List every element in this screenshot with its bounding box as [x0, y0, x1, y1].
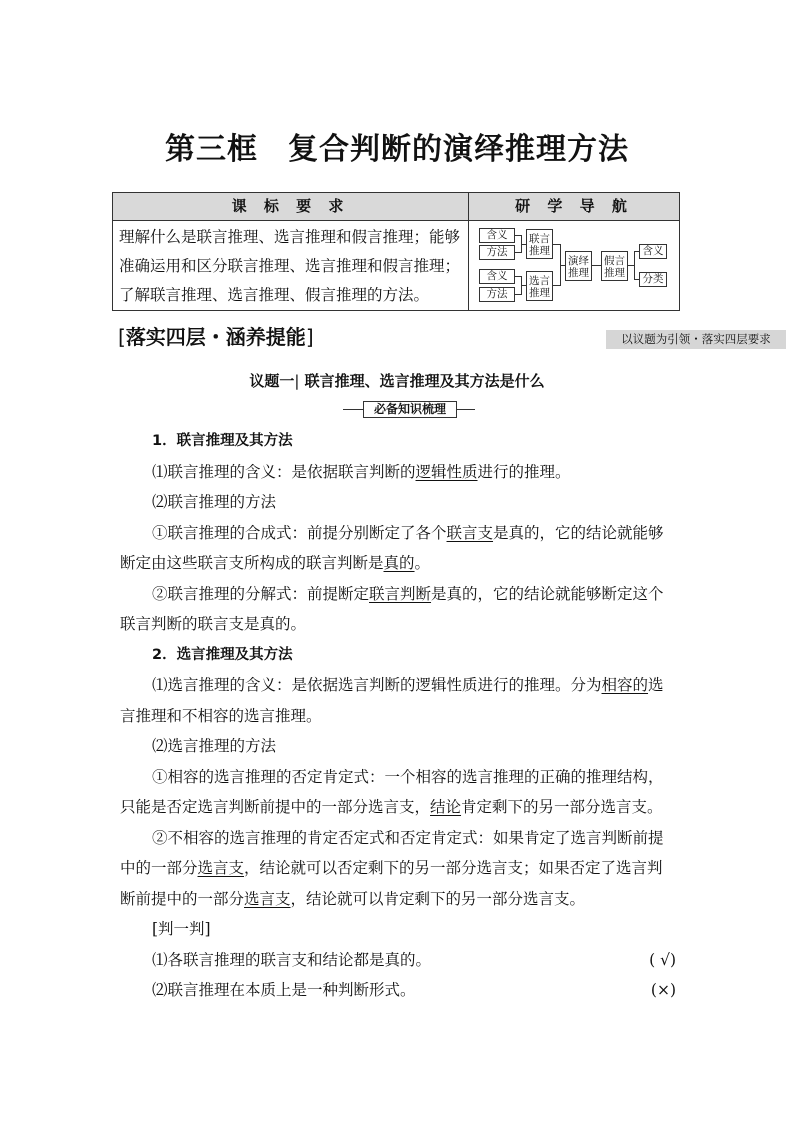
nav-box-disjunctive: 选言推理 [526, 271, 553, 301]
heading-2: 2．选言推理及其方法 [152, 646, 293, 663]
main-content [120, 426, 676, 1006]
topic-title: 联言推理、选言推理及其方法是什么 [304, 372, 545, 390]
topic-heading: 议题一| 联言推理、选言推理及其方法是什么 [249, 372, 545, 390]
judge-mark-1: ( √) [649, 950, 676, 969]
header-requirements: 课 标 要 求 [113, 193, 469, 221]
nav-box-hypothetical: 假言推理 [601, 251, 628, 281]
section-title: 落实四层・涵养提能 [125, 325, 306, 349]
paragraph: ①联言推理的合成式：前提分别断定了各个联言支是真的，它的结论就能够断定由这些联言支所构成的联言判断是真的。 [120, 523, 664, 572]
requirements-table [112, 192, 680, 311]
section-heading: [落实四层・涵养提能] [118, 325, 314, 349]
paragraph: ②不相容的选言推理的肯定否定式和否定肯定式：如果肯定了选言判断前提中的一部分选言支，结论就可以否定剩下的另一部分选言支；如果否定了选言判断前提中的一部分选言支，结论就可以肯定剩下的另一部分选言支。 [120, 828, 664, 908]
paragraph: ①相容的选言推理的否定肯定式：一个相容的选言推理的正确的推理结构，只能是否定选言判断前提中的一部分选言支，结论肯定剩下的另一部分选言支。 [120, 767, 664, 816]
heading-1: 1．联言推理及其方法 [152, 433, 293, 449]
paragraph: ⑴选言推理的含义：是依据选言判断的逻辑性质进行的推理。分为相容的选言推理和不相容的选言推理。 [120, 676, 664, 725]
requirements-text: 理解什么是联言推理、选言推理和假言推理；能够准确运用和区分联言推理、选言推理和假言推理；了解联言推理、选言推理、假言推理的方法。 [113, 221, 469, 311]
nav-box-method-2: 方法 [479, 287, 515, 302]
nav-box-conjunctive: 联言推理 [526, 229, 553, 259]
header-navigation: 研 学 导 航 [469, 193, 680, 221]
nav-box-deductive: 演绎推理 [565, 251, 592, 281]
paragraph: ②联言推理的分解式：前提断定联言判断是真的，它的结论就能够断定这个联言判断的联言支是真的。 [120, 584, 664, 633]
title-part1: 第三框 [165, 132, 258, 167]
paragraph: ⑴联言推理的含义：是依据联言判断的逻辑性质进行的推理。 [152, 462, 571, 481]
navigation-diagram [469, 221, 680, 311]
page-title [0, 124, 794, 168]
judge-item-1: ⑴各联言推理的联言支和结论都是真的。 ( √) [120, 945, 676, 976]
judge-item-2: ⑵联言推理在本质上是一种判断形式。 (×) [120, 975, 676, 1006]
subheading: ⑵选言推理的方法 [152, 737, 277, 755]
topic-label: 议题一 [249, 372, 295, 390]
judge-mark-2: (×) [650, 981, 676, 999]
banner-label: 必备知识梳理 [363, 401, 457, 418]
nav-box-meaning-1: 含义 [479, 228, 515, 243]
nav-box-method-1: 方法 [479, 245, 515, 260]
subheading: ⑵联言推理的方法 [152, 493, 277, 511]
nav-box-classification: 分类 [639, 272, 667, 287]
nav-box-meaning-2: 含义 [479, 269, 515, 284]
judge-title: [判一判] [152, 920, 211, 938]
nav-box-meaning-3: 含义 [639, 244, 667, 259]
knowledge-banner [343, 401, 475, 418]
section-tag: 以议题为引领・落实四层要求 [606, 330, 786, 349]
title-part2: 复合判断的演绎推理方法 [288, 132, 629, 167]
